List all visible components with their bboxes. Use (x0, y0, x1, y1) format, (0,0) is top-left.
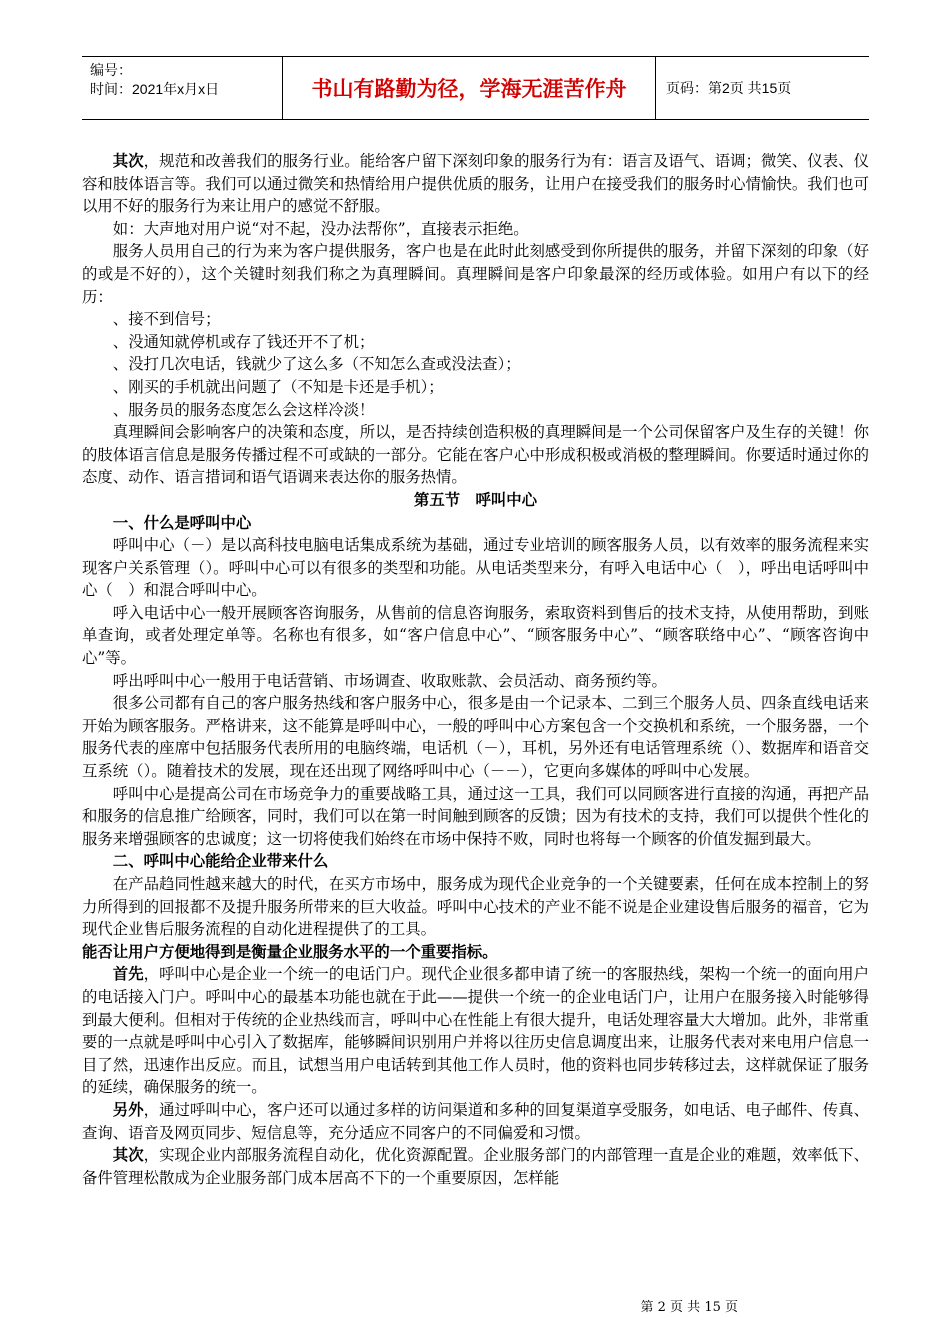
paragraph: 呼叫中心是提高公司在市场竞争力的重要战略工具，通过这一工具，我们可以同顾客进行直接的沟通，再把产品和服务的信息推广给顾客，同时，我们可以在第一时间触到顾客的反馈；因为有技术的支持，我们可以提供个性化的服务来增强顾客的忠诚度；这一切将使我们始终在市场中保持不败，同时也将每一个顾客的价值发掘到最大。 (82, 784, 869, 848)
paragraph (82, 963, 869, 1099)
subsection-heading: 一、什么是呼叫中心 (112, 513, 252, 532)
list-item: 、没通知就停机或存了钱还开不了机； (112, 332, 375, 351)
emphasis-line: 能否让用户方便地得到是衡量企业服务水平的一个重要指标。 (82, 942, 498, 961)
paragraph: 呼叫中心（－）是以高科技电脑电话集成系统为基础，通过专业培训的顾客服务人员，以有效率的服务流程来实现客户关系管理（）。呼叫中心可以有很多的类型和功能。从电话类型来分，有呼入电话中心（ ），呼出电话呼叫中心（ ）和混合呼叫中心。 (82, 536, 869, 600)
paragraph-text: ，规范和改善我们的服务行业。能给客户留下深刻印象的服务行为有：语言及语气、语调；微笑、仪表、仪容和肢体语言等。我们可以通过微笑和热情给用户提供优质的服务，让用户在接受我们的服务时心情愉快。我们也可以用不好的服务行为来让用户的感觉不舒服。 (82, 152, 869, 216)
paragraph: 很多公司都有自己的客户服务热线和客户服务中心，很多是由一个记录本、二到三个服务人员、四条直线电话来开始为顾客服务。严格讲来，这不能算是呼叫中心，一般的呼叫中心方案包含一个交换机和系统，一个服务器，一个服务代表的座席中包括服务代表所用的电脑终端，电话机（－），耳机，另外还有电话管理系统（）、数据库和语音交互系统（）。随着技术的发展，现在还出现了网络呼叫中心（－－），它更向多媒体的呼叫中心发展。 (82, 694, 869, 781)
paragraph-lead: 其次 (112, 152, 144, 170)
document-body (82, 150, 869, 1189)
paragraph: 呼出呼叫中心一般用于电话营销、市场调查、收取账款、会员活动、商务预约等。 (112, 671, 667, 690)
page-footer: 第 2 页 共 15 页 (640, 1300, 738, 1315)
subsection-heading: 二、呼叫中心能给企业带来什么 (112, 852, 329, 871)
paragraph: 真理瞬间会影响客户的决策和态度，所以，是否持续创造积极的真理瞬间是一个公司保留客户及生存的关键！你的肢体语言信息是服务传播过程不可或缺的一部分。它能在客户心中形成积极或消极的整理瞬间。你要适时通过你的态度、动作、语言措词和语气语调来表达你的服务热情。 (82, 423, 869, 487)
paragraph-lead: 另外 (112, 1100, 144, 1119)
paragraph-lead: 首先 (112, 965, 144, 984)
paragraph-lead: 其次 (112, 1146, 144, 1165)
header-motto: 书山有路勤为径，学海无涯苦作舟 (283, 57, 656, 119)
header-number: 编号： (90, 62, 132, 78)
paragraph: 服务人员用自己的行为来为客户提供服务，客户也是在此时此刻感受到你所提供的服务，并留下深刻的印象（好的或是不好的），这个关键时刻我们称之为真理瞬间。真理瞬间是客户印象最深的经历或体验。如用户有以下的经历： (82, 242, 869, 306)
paragraph-text: ，通过呼叫中心，客户还可以通过多样的访问渠道和多种的回复渠道享受服务，如电话、电子邮件、传真、查询、语音及网页同步、短信息等，充分适应不同客户的不同偏爱和习惯。 (82, 1100, 869, 1142)
list-item: 、刚买的手机就出问题了（不知是卡还是手机）； (112, 377, 444, 396)
header-page-info: 页码：第2页 共15页 (666, 80, 792, 96)
paragraph: 如：大声地对用户说“对不起，没办法帮你”，直接表示拒绝。 (112, 219, 529, 238)
list-item: 、服务员的服务态度怎么会这样冷淡！ (112, 400, 375, 419)
header-time: 时间：2021年x月x日 (90, 81, 220, 97)
paragraph (82, 1099, 869, 1144)
paragraph-text: ，实现企业内部服务流程自动化，优化资源配置。企业服务部门的内部管理一直是企业的难题，效率低下、备件管理松散成为企业服务部门成本居高不下的一个重要原因，怎样能 (82, 1146, 869, 1187)
list-item: 、接不到信号； (112, 310, 221, 329)
list-item: 、没打几次电话，钱就少了这么多（不知怎么查或没法查）； (112, 355, 521, 374)
page-header (82, 56, 869, 120)
paragraph (82, 1144, 869, 1189)
paragraph-text: ，呼叫中心是企业一个统一的电话门户。现代企业很多都申请了统一的客服热线，架构一个统一的面向用户的电话接入门户。呼叫中心的最基本功能也就在于此——提供一个统一的企业电话门户，让用户在服务接入时能够得到最大便利。但相对于传统的企业热线而言，呼叫中心在性能上有很大提升，电话处理容量大大增加。此外，非常重要的一点就是呼叫中心引入了数据库，能够瞬间识别用户并将以往历史信息调度出来，让服务代表对来电用户信息一目了然，迅速作出反应。而且，试想当用户电话转到其他工作人员时，他的资料也同步转移过去，这样就保证了服务的延续，确保服务的统一。 (82, 965, 869, 1097)
paragraph: 呼入电话中心一般开展顾客咨询服务，从售前的信息咨询服务，索取资料到售后的技术支持，从使用帮助，到账单查询，或者处理定单等。名称也有很多，如“客户信息中心”、“顾客服务中心”、“顾客联络中心”、“顾客咨询中心”等。 (82, 603, 869, 668)
section-title: 第五节 呼叫中心 (413, 490, 538, 509)
header-meta (82, 57, 283, 119)
paragraph: 在产品趋同性越来越大的时代，在买方市场中，服务成为现代企业竞争的一个关键要素，任何在成本控制上的努力所得到的回报都不及提升服务所带来的巨大收益。呼叫中心技术的产业不能不说是企业建设售后服务的福音，它为现代企业售后服务流程的自动化进程提供了的工具。 (82, 875, 869, 939)
paragraph (82, 150, 869, 218)
